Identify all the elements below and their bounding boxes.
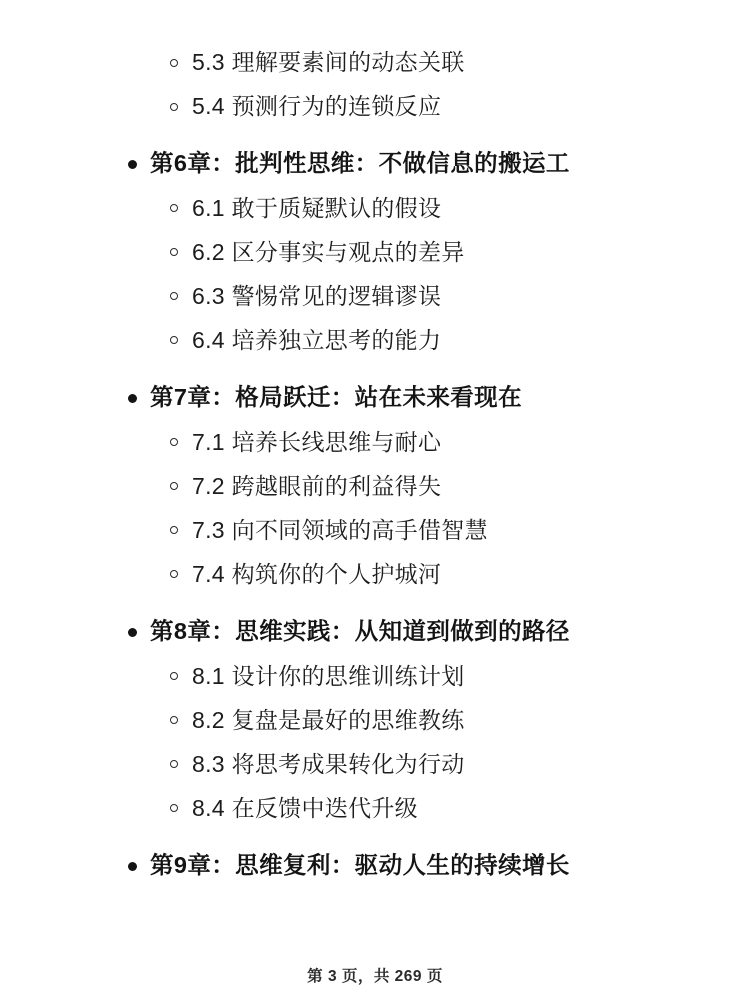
bullet-hollow-icon bbox=[170, 204, 178, 212]
toc-section-item[interactable] bbox=[40, 193, 710, 224]
toc-section-item[interactable] bbox=[40, 237, 710, 268]
bullet-hollow-icon bbox=[170, 438, 178, 446]
toc-section-item[interactable] bbox=[40, 515, 710, 546]
bullet-filled-icon bbox=[128, 628, 137, 637]
toc-entry-label: 8.1 设计你的思维训练计划 bbox=[192, 662, 465, 689]
page-footer: 第 3 页，共 269 页 bbox=[307, 968, 443, 985]
bullet-hollow-icon bbox=[170, 103, 178, 111]
bullet-filled-icon bbox=[128, 160, 137, 169]
bullet-hollow-icon bbox=[170, 248, 178, 256]
bullet-hollow-icon bbox=[170, 804, 178, 812]
bullet-filled-icon bbox=[128, 862, 137, 871]
bullet-hollow-icon bbox=[170, 59, 178, 67]
toc-chapter-item[interactable] bbox=[40, 616, 710, 648]
toc-entry-label: 8.4 在反馈中迭代升级 bbox=[192, 794, 418, 821]
bullet-hollow-icon bbox=[170, 672, 178, 680]
toc-section-item[interactable] bbox=[40, 661, 710, 692]
toc-entry-label: 6.4 培养独立思考的能力 bbox=[192, 326, 442, 353]
toc-section-item[interactable] bbox=[40, 325, 710, 356]
toc-section-item[interactable] bbox=[40, 705, 710, 736]
toc-entry-label: 7.1 培养长线思维与耐心 bbox=[192, 428, 442, 455]
toc-entry-label: 7.4 构筑你的个人护城河 bbox=[192, 560, 442, 587]
toc-entry-label: 第6章：批判性思维：不做信息的搬运工 bbox=[150, 150, 570, 177]
toc-section-item[interactable] bbox=[40, 559, 710, 590]
toc-entry-label: 7.3 向不同领域的高手借智慧 bbox=[192, 516, 488, 543]
toc-entry-label: 第7章：格局跃迁：站在未来看现在 bbox=[150, 384, 522, 410]
toc-entry-label: 6.2 区分事实与观点的差异 bbox=[192, 238, 465, 265]
toc-section-item[interactable] bbox=[40, 91, 710, 122]
bullet-hollow-icon bbox=[170, 760, 178, 768]
toc-entry-label: 5.4 预测行为的连锁反应 bbox=[192, 93, 442, 120]
toc-section-item[interactable] bbox=[40, 281, 710, 312]
toc-section-item[interactable] bbox=[40, 749, 710, 780]
toc-entry-label: 6.3 警惕常见的逻辑谬误 bbox=[192, 282, 442, 309]
toc-chapter-item[interactable] bbox=[40, 382, 710, 414]
toc-entry-label: 7.2 跨越眼前的利益得失 bbox=[192, 472, 442, 499]
toc-entry-label: 5.3 理解要素间的动态关联 bbox=[192, 49, 465, 75]
bullet-filled-icon bbox=[128, 394, 137, 403]
table-of-contents bbox=[40, 47, 710, 882]
toc-section-item[interactable] bbox=[40, 427, 710, 458]
toc-chapter-item[interactable] bbox=[40, 850, 710, 882]
toc-entry-label: 6.1 敢于质疑默认的假设 bbox=[192, 194, 442, 221]
toc-entry-label: 8.3 将思考成果转化为行动 bbox=[192, 750, 465, 777]
bullet-hollow-icon bbox=[170, 336, 178, 344]
toc-section-item[interactable] bbox=[40, 471, 710, 502]
toc-entry-label: 8.2 复盘是最好的思维教练 bbox=[192, 706, 465, 733]
toc-section-item[interactable] bbox=[40, 47, 710, 78]
bullet-hollow-icon bbox=[170, 526, 178, 534]
toc-entry-label: 第9章：思维复利：驱动人生的持续增长 bbox=[150, 851, 570, 878]
toc-section-item[interactable] bbox=[40, 793, 710, 824]
toc-chapter-item[interactable] bbox=[40, 148, 710, 180]
bullet-hollow-icon bbox=[170, 482, 178, 490]
bullet-hollow-icon bbox=[170, 570, 178, 578]
bullet-hollow-icon bbox=[170, 716, 178, 724]
bullet-hollow-icon bbox=[170, 292, 178, 300]
toc-entry-label: 第8章：思维实践：从知道到做到的路径 bbox=[150, 617, 570, 644]
